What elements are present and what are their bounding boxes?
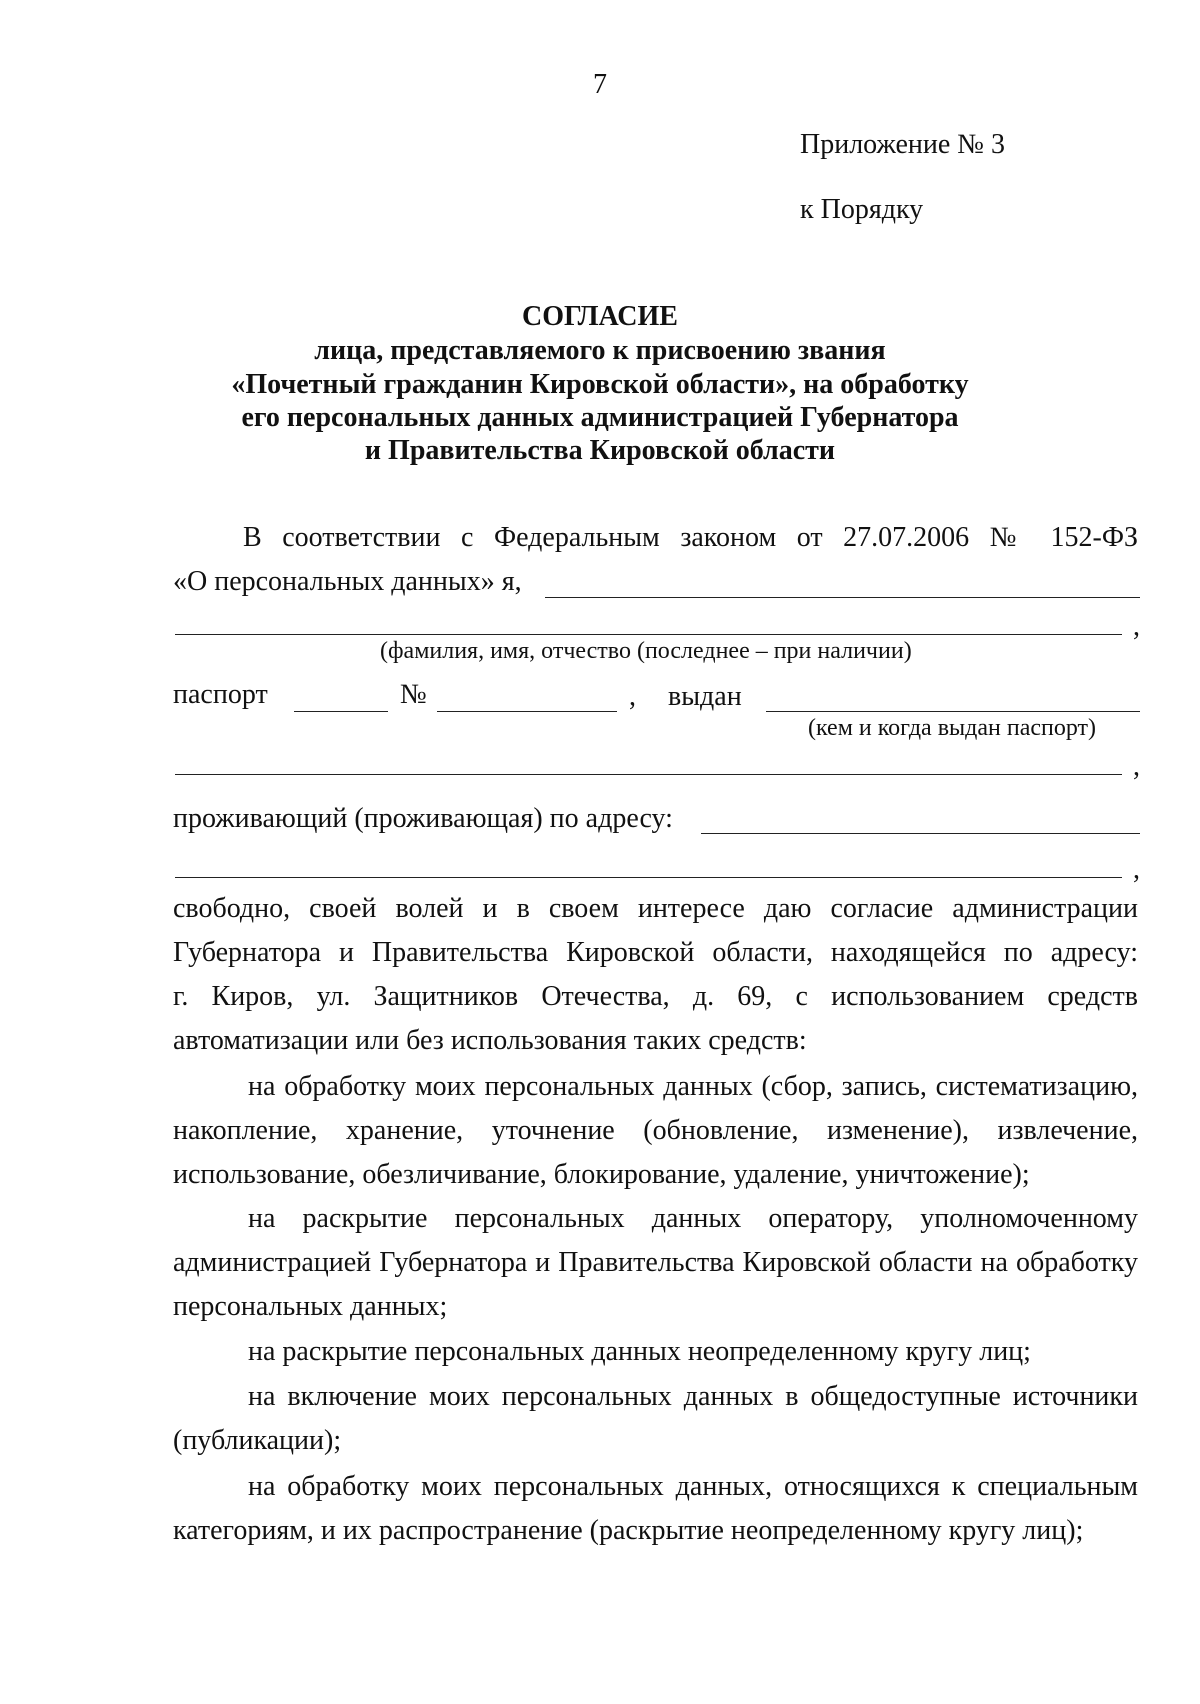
passport-number-line (437, 711, 617, 712)
title-line-2: «Почетный гражданин Кировской области», на обработку (231, 369, 969, 400)
title-line-1: лица, представляемого к присвоению звания (314, 335, 886, 366)
page-number: 7 (593, 69, 607, 100)
p5-line-1: на включение моих персональных данных в общедоступные источники (248, 1381, 1138, 1412)
p6-line-1: на обработку моих персональных данных, относящихся к специальным (248, 1471, 1138, 1502)
issued-label: выдан (668, 681, 742, 712)
appendix-number: Приложение № 3 (800, 129, 1005, 160)
p1-line-4: автоматизации или без использования таких средств: (173, 1025, 807, 1056)
address-continuation-line (175, 877, 1122, 878)
p4-line-1: на раскрытие персональных данных неопределенному кругу лиц; (248, 1336, 1031, 1367)
fio-field-line (175, 634, 1122, 635)
passport-series-line (294, 711, 388, 712)
p1-line-3: г. Киров, ул. Защитников Отечества, д. 69, с использованием средств (173, 981, 1138, 1012)
issued-caption: (кем и когда выдан паспорт) (808, 715, 1097, 741)
appendix-order: к Порядку (800, 194, 924, 225)
p1-line-2: Губернатора и Правительства Кировской области, находящейся по адресу: (173, 937, 1138, 968)
p1-line-1: свободно, своей волей и в своем интересе даю согласие администрации (173, 893, 1138, 924)
p2-line-2: накопление, хранение, уточнение (обновление, изменение), извлечение, (173, 1115, 1138, 1146)
p3-line-2: администрацией Губернатора и Правительства Кировской области на обработку (173, 1247, 1138, 1278)
p3-line-3: персональных данных; (173, 1291, 448, 1322)
fio-comma: , (1133, 611, 1140, 642)
address-comma: , (1133, 854, 1140, 885)
title-line-3: его персональных данных администрацией Губернатора (241, 402, 959, 433)
p2-line-3: использование, обезличивание, блокирование, удаление, уничтожение); (173, 1159, 1030, 1190)
passport-label: паспорт (173, 679, 268, 710)
address-label: проживающий (проживающая) по адресу: (173, 803, 673, 834)
number-sign: № (400, 679, 427, 710)
intro-line-2: «О персональных данных» я, (173, 566, 522, 597)
document-heading: СОГЛАСИЕ (522, 301, 678, 332)
name-field-line (545, 597, 1140, 598)
passport-comma: , (629, 681, 636, 712)
issued-field-line (766, 711, 1140, 712)
issued-comma: , (1133, 751, 1140, 782)
intro-line-1: В соответствии с Федеральным законом от 27.07.2006 № 152-ФЗ (243, 522, 1138, 553)
p5-line-2: (публикации); (173, 1425, 342, 1456)
title-line-4: и Правительства Кировской области (364, 435, 836, 466)
fio-caption: (фамилия, имя, отчество (последнее – при наличии) (380, 638, 912, 664)
p3-line-1: на раскрытие персональных данных оператору, уполномоченному (248, 1203, 1138, 1234)
p6-line-2: категориям, и их распространение (раскрытие неопределенному кругу лиц); (173, 1515, 1084, 1546)
address-field-line (701, 833, 1140, 834)
p2-line-1: на обработку моих персональных данных (сбор, запись, систематизацию, (248, 1071, 1138, 1102)
issued-continuation-line (175, 774, 1122, 775)
